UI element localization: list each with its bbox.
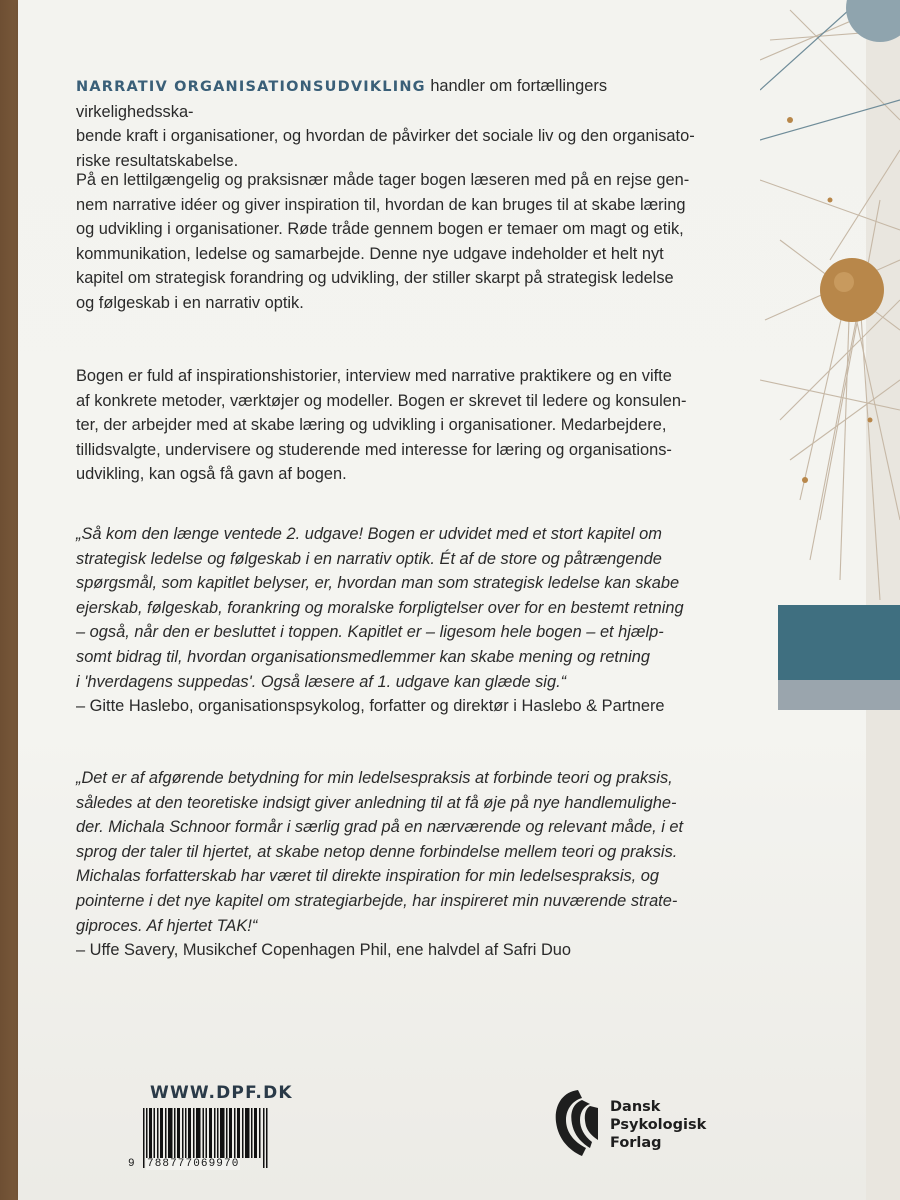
publisher-line: Dansk: [610, 1099, 661, 1115]
p3-line: ter, der arbejder med at skabe læring og udvikling i organisationer. Medarbejdere,: [76, 416, 667, 435]
intro-line-1: handler om fortællingers virkelighedsska-: [76, 77, 608, 121]
quote1-attribution: – Gitte Haslebo, organisationspsykolog, forfatter og direktør i Haslebo & Partnere: [76, 697, 665, 716]
quote2-line: giproces. Af hjertet TAK!“: [76, 916, 258, 935]
audience-paragraph: [76, 364, 716, 487]
quote1-line: spørgsmål, som kapitlet belyser, er, hvordan man som strategisk ledelse kan skabe: [76, 574, 680, 593]
quote1-line: „Så kom den længe ventede 2. udgave! Bogen er udvidet med et stort kapitel om: [76, 525, 662, 543]
p2-line: og følgeskab i en narrativ optik.: [76, 293, 304, 312]
quote1-line: i 'hverdagens suppedas'. Også læsere af 1. udgave kan glæde sig.“: [76, 672, 567, 691]
intro-line-2: bende kraft i organisationer, og hvordan de påvirker det sociale liv og den organisato-: [76, 127, 695, 146]
isbn-prefix: 9: [128, 1158, 135, 1170]
p2-line: og udvikling i organisationer. Røde tråde gennem bogen er temaer om magt og etik,: [76, 220, 684, 239]
quote2-line: sprog der taler til hjertet, at skabe netop denne forbindelse mellem teori og praksis.: [76, 842, 678, 861]
description-paragraph: [76, 168, 716, 316]
cover-color-band-teal: [778, 605, 900, 680]
publisher-logo-icon: [552, 1088, 600, 1158]
quote-haslebo: [76, 522, 716, 719]
publisher-line: Forlag: [610, 1135, 662, 1151]
isbn-number: 788777069970: [147, 1158, 240, 1170]
publisher-url: WWW.DPF.DK: [150, 1083, 293, 1103]
p2-line: På en lettilgængelig og praksisnær måde tager bogen læseren med på en rejse gen-: [76, 171, 690, 189]
p3-line: af konkrete metoder, værktøjer og modeller. Bogen er skrevet til ledere og konsulen-: [76, 391, 687, 410]
p2-line: kommunikation, ledelse og samarbejde. Denne nye udgave indeholder et helt nyt: [76, 244, 664, 263]
cover-color-band-grey: [778, 680, 900, 710]
quote1-line: ejerskab, følgeskab, forankring og moralske forpligtelser over for en bestemt retning: [76, 598, 684, 617]
p3-line: Bogen er fuld af inspirationshistorier, interview med narrative praktikere og en vifte: [76, 367, 672, 385]
quote2-line: „Det er af afgørende betydning for min ledelsespraksis at forbinde teori og praksis,: [76, 769, 673, 787]
publisher-line: Psykologisk: [610, 1117, 707, 1133]
quote2-line: pointerne i det nye kapitel om strategiarbejde, har inspireret min nuværende strate-: [76, 891, 678, 910]
quote-savery: [76, 766, 716, 963]
quote1-line: strategisk ledelse og følgeskab i en narrativ optik. Ét af de store og påtrængende: [76, 549, 662, 568]
publisher-name: [610, 1098, 706, 1152]
p2-line: kapitel om strategisk forandring og udvikling, der stiller skarpt på strategisk ledelse: [76, 269, 674, 288]
intro-lead: NARRATIV ORGANISATIONSUDVIKLING: [76, 79, 426, 95]
quote1-line: somt bidrag til, hvordan organisationsmedlemmer kan skabe mening og retning: [76, 647, 650, 666]
p3-line: udvikling, kan også få gavn af bogen.: [76, 465, 347, 484]
p3-line: tillidsvalgte, undervisere og studerende med interesse for læring og organisations-: [76, 440, 672, 459]
intro-line-3: riske resultatskabelse.: [76, 151, 239, 170]
quote2-line: Michalas forfatterskab har været til direkte inspiration for min ledelsespraksis, og: [76, 867, 660, 886]
quote1-line: – også, når den er besluttet i toppen. Kapitlet er – ligesom hele bogen – et hjælp-: [76, 623, 664, 642]
quote2-attribution: – Uffe Savery, Musikchef Copenhagen Phil, ene halvdel af Safri Duo: [76, 941, 572, 960]
p2-line: nem narrative idéer og giver inspiration til, hvordan de kan bruges til at skabe læring: [76, 195, 686, 214]
quote2-line: således at den teoretiske indsigt giver anledning til at få øje på nye handlemulighe-: [76, 793, 677, 812]
quote2-line: der. Michala Schnoor formår i særlig grad på en nærværende og relevant måde, i et: [76, 818, 684, 837]
intro-paragraph: [76, 74, 716, 173]
